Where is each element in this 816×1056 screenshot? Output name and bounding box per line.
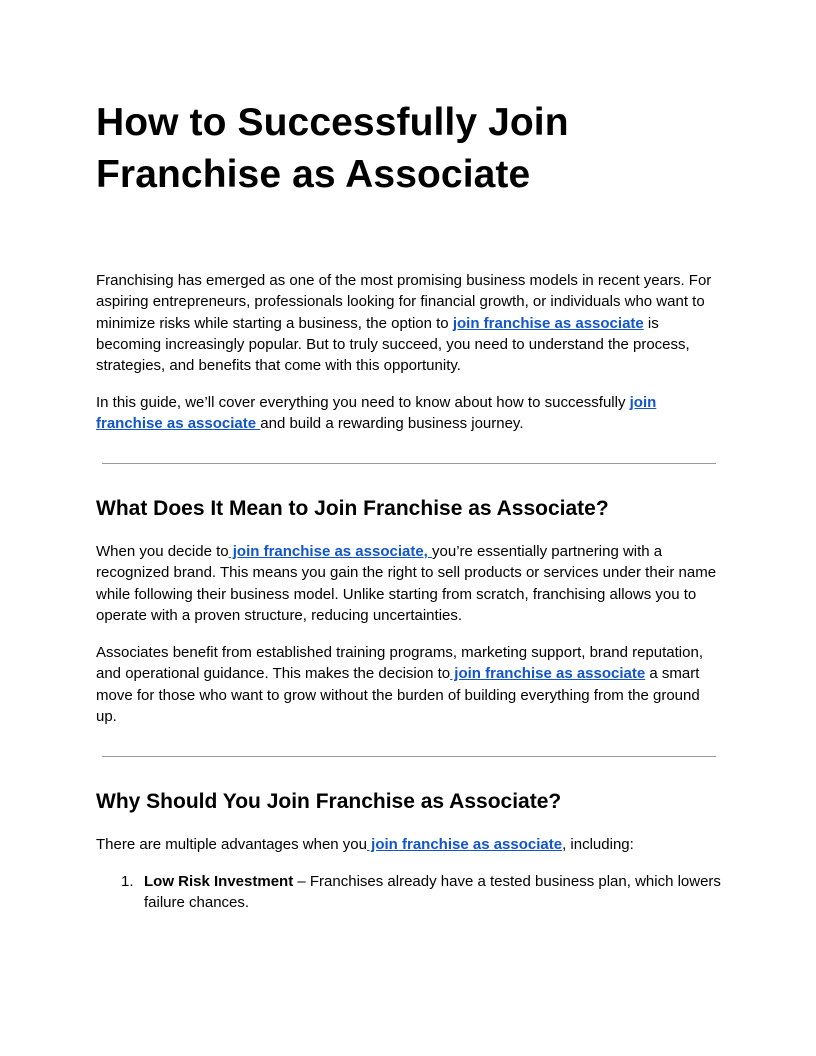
section-heading-why: Why Should You Join Franchise as Associate? <box>96 790 562 813</box>
horizontal-divider <box>102 463 716 464</box>
text-run: you’re essentially partnering with a recognized brand. This means you gain the right to sell products or services under their name while following their business model. Unlike starting from scratch, franchising allows you to operate with a proven structure, reducing uncertainties. <box>96 543 717 624</box>
advantages-list <box>96 871 722 914</box>
text-run: a smart move for those who want to grow without the burden of building everything from the ground up. <box>96 665 700 725</box>
text-run: Associates benefit from established training programs, marketing support, brand reputation, and operational guidance. This makes the decision to <box>96 644 703 683</box>
join-franchise-link[interactable]: join franchise as associate <box>367 836 563 853</box>
join-franchise-link[interactable]: join franchise as associate <box>452 314 644 332</box>
list-item <box>96 871 722 914</box>
text-run: In this guide, we’ll cover everything you need to know about how to successfully <box>96 394 630 411</box>
intro-paragraph-1 <box>96 270 722 376</box>
section-heading-what: What Does It Mean to Join Franchise as Associate? <box>96 497 609 520</box>
text-run: is becoming increasingly popular. But to truly succeed, you need to understand the process, strategies, and benefits that come with this opportunity. <box>96 314 690 375</box>
text-run: Franchising has emerged as one of the most promising business models in recent years. For aspiring entrepreneurs, professionals looking for financial growth, or individuals who want to minimize risks while starting a business, the option to <box>96 272 712 332</box>
text-run: When you decide to <box>96 543 229 560</box>
section1-paragraph-1 <box>96 541 722 626</box>
join-franchise-link[interactable]: join franchise as associate, <box>228 543 433 560</box>
document-title: How to Successfully Join Franchise as Associate <box>96 101 569 196</box>
horizontal-divider <box>102 756 716 757</box>
text-run: and build a rewarding business journey. <box>260 415 524 433</box>
section1-paragraph-2 <box>96 642 722 727</box>
section2-paragraph-1 <box>96 834 722 855</box>
list-item-text: – Franchises already have a tested business plan, which lowers failure chances. <box>144 873 721 912</box>
text-run: There are multiple advantages when you <box>96 836 367 853</box>
intro-paragraph-2 <box>96 392 722 435</box>
text-run: , including: <box>562 836 634 853</box>
list-number: 1. <box>121 873 134 890</box>
list-item-bold-label: Low Risk Investment <box>144 873 294 890</box>
join-franchise-link[interactable]: join franchise as associate <box>450 665 646 683</box>
join-franchise-link[interactable]: join franchise as associate <box>96 394 657 433</box>
